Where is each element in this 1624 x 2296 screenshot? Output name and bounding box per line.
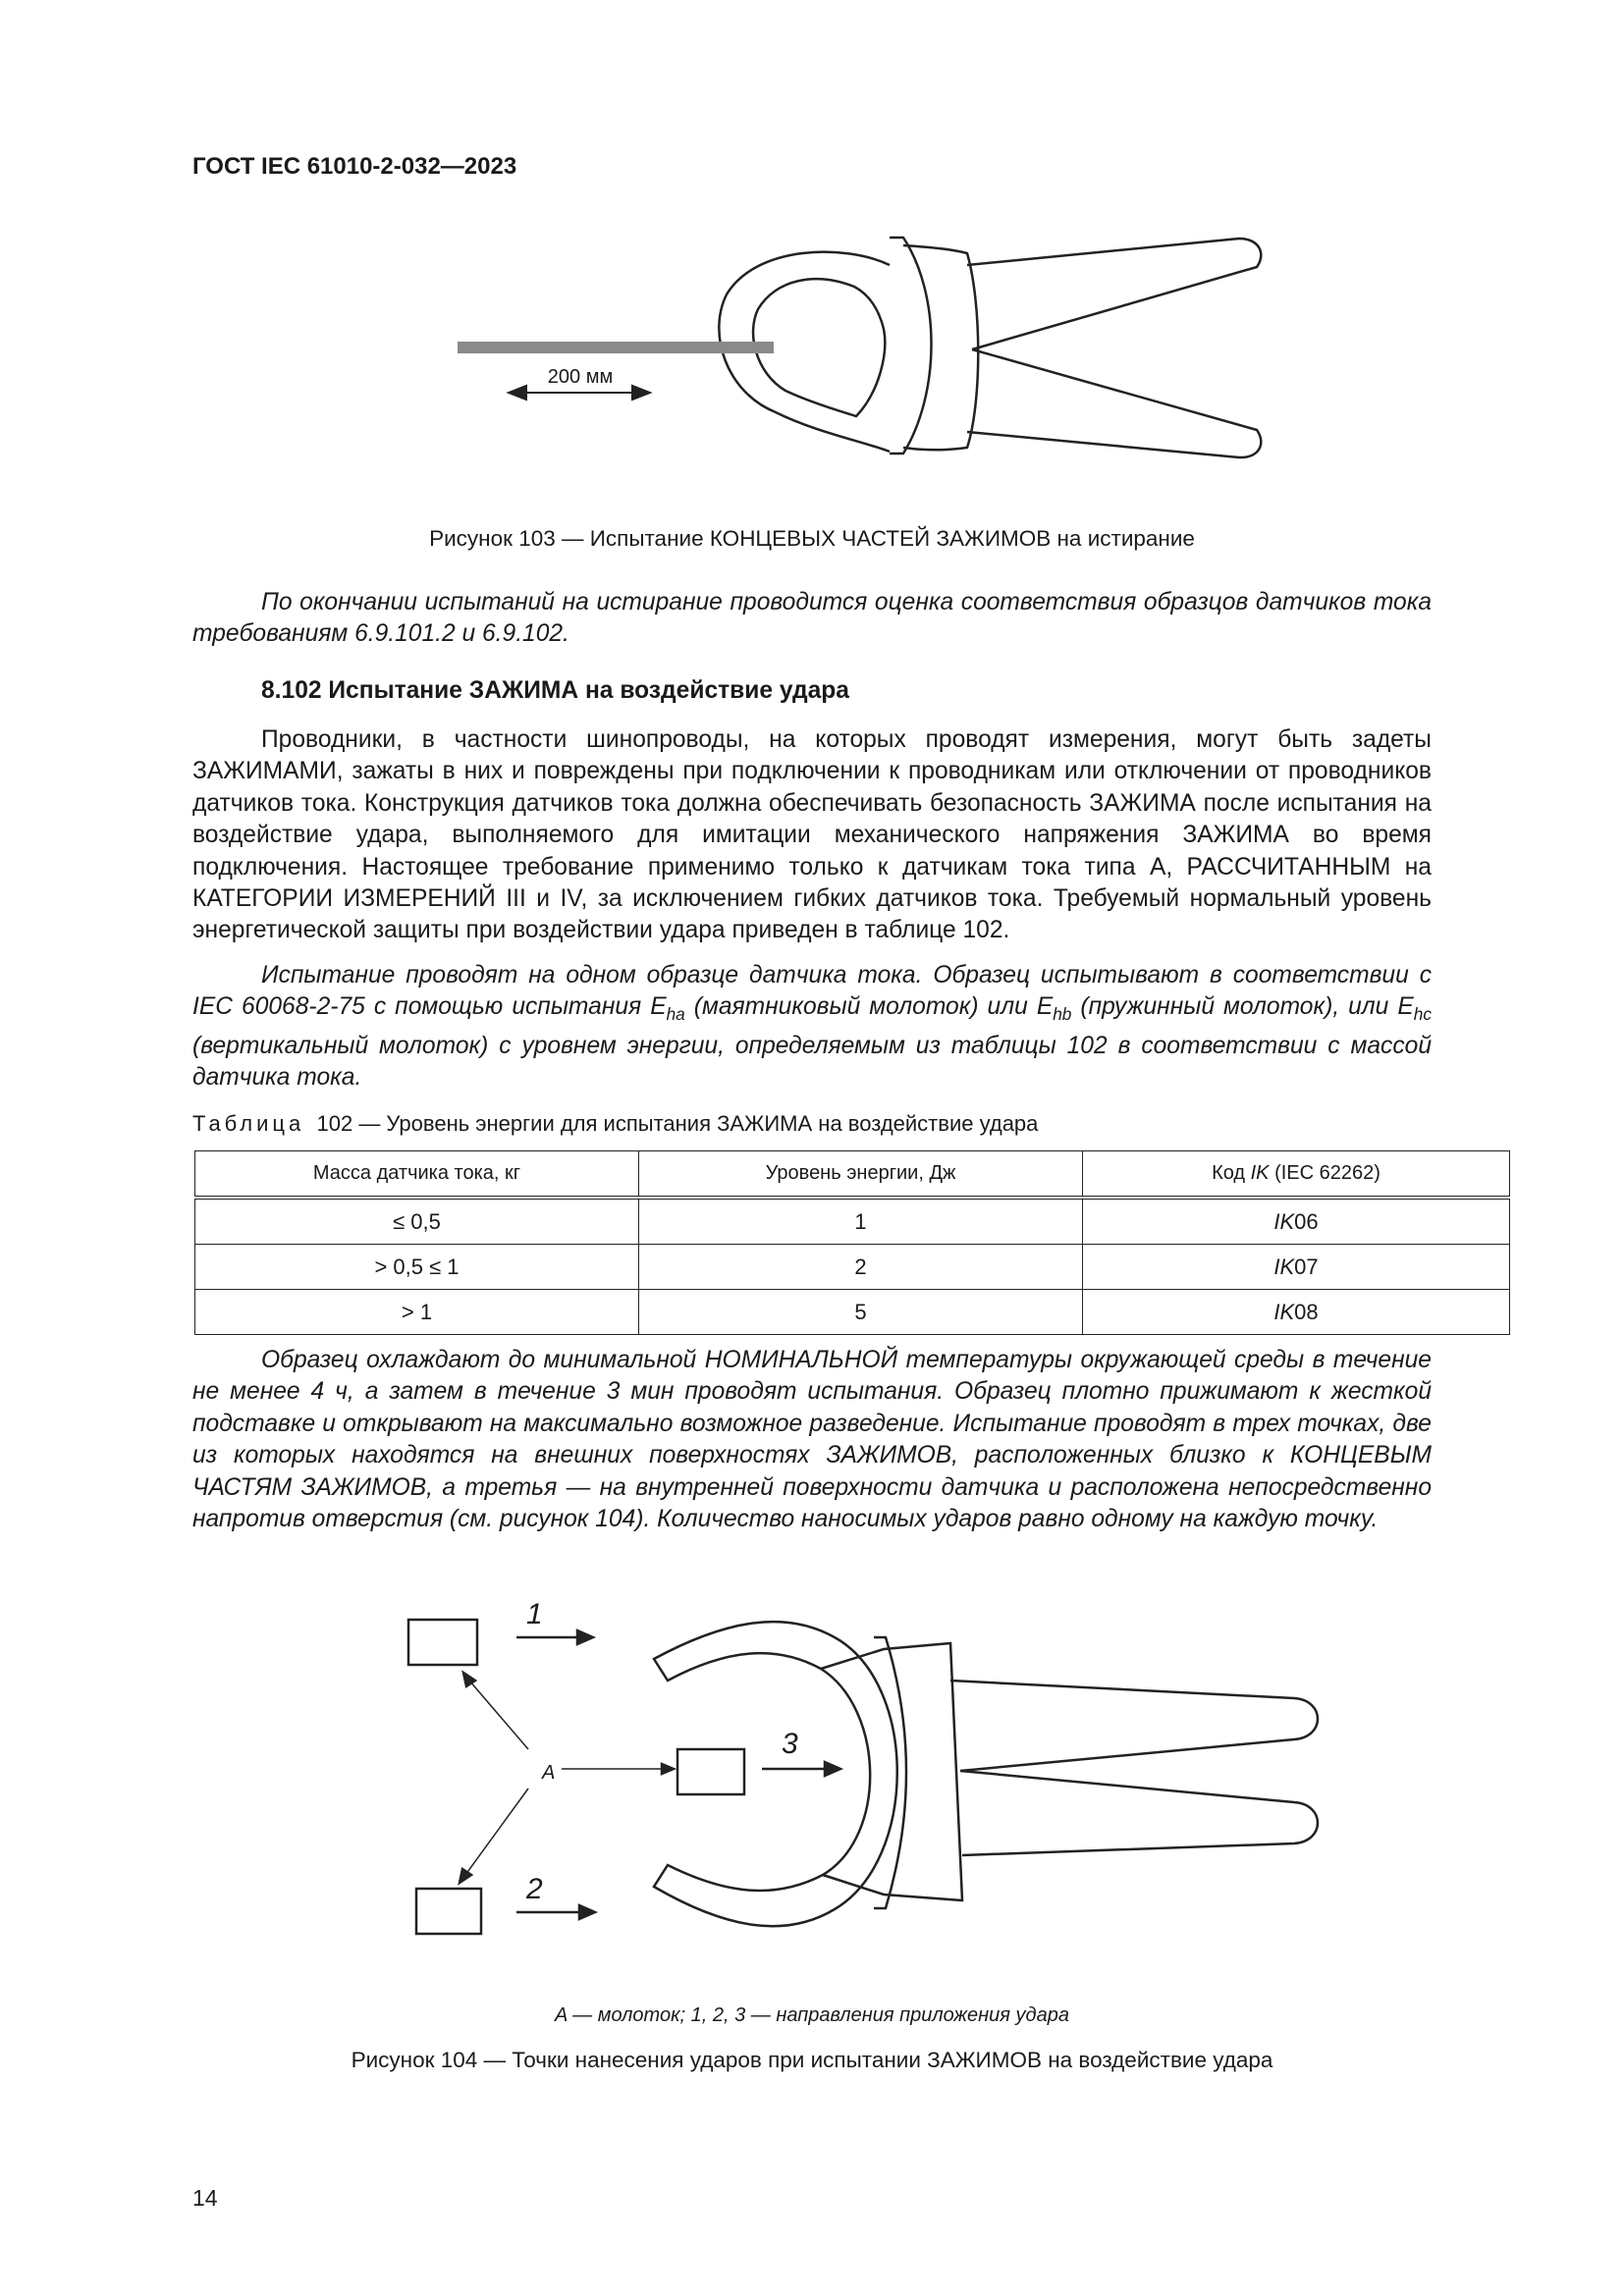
column-header-energy: Уровень энергии, Дж	[639, 1151, 1083, 1199]
figure-104-legend: A — молоток; 1, 2, 3 — направления приложения удара	[555, 2004, 1069, 2026]
column-header-ik-code: Код IK (IEC 62262)	[1083, 1151, 1510, 1199]
hammer-box-2	[416, 1889, 481, 1934]
page-number: 14	[192, 2185, 218, 2211]
label-direction-2: 2	[526, 1873, 543, 1905]
paragraph-abrasion-result: По окончании испытаний на истирание проводится оценка соответствия образцов датчиков тока требованиям 6.9.101.2 и 6.9.102.	[192, 589, 1432, 648]
paragraph-conductors: Проводники, в частности шинопроводы, на которых проводят измерения, могут быть задеты ЗАЖИМАМИ, зажаты в них и повреждены при подключении к проводникам или отключении от проводников датчиков тока. Конструкция датчиков тока должна обеспечивать безопасность ЗАЖИМА после испытания на воздействие удара, выполняемого для имитации механического напряжения ЗАЖИМА во время подключения. Настоящее требование применимо только к датчикам тока типа А, РАССЧИТАННЫМ на КАТЕГОРИИ ИЗМЕРЕНИЙ III и IV, за исключением гибких датчиков тока. Требуемый нормальный уровень энергетической защиты при воздействии удара приведен в таблице 102.	[192, 726, 1432, 944]
label-direction-3: 3	[782, 1728, 798, 1760]
cell-mass: ≤ 0,5	[195, 1198, 639, 1245]
table-row	[195, 1198, 1510, 1245]
dimension-label: 200 мм	[547, 366, 614, 388]
hammer-box-1	[408, 1620, 477, 1665]
cell-mass: > 0,5 ≤ 1	[195, 1245, 639, 1290]
figure-104-caption: Рисунок 104 — Точки нанесения ударов при испытании ЗАЖИМОВ на воздействие удара	[351, 2048, 1273, 2072]
table-102-caption: Таблица 102 — Уровень энергии для испытания ЗАЖИМА на воздействие удара	[192, 1111, 1039, 1136]
cell-ik-code: IK06	[1083, 1198, 1510, 1245]
cell-energy: 5	[639, 1290, 1083, 1335]
paragraph-test-method: Испытание проводят на одном образце датчика тока. Образец испытывают в соответствии с IEC 60068-2-75 с помощью испытания $E_{ha}$ (маятниковый молоток) или $E_{hb}$ (пружинный молоток), или $E_{hc}$ (вертикальный молоток) с уровнем энергии, определяемым из таблицы 102 в соответствии с массой датчика тока.	[192, 962, 1432, 1092]
table-102	[194, 1150, 1510, 1335]
cell-mass: > 1	[195, 1290, 639, 1335]
cell-ik-code: IK08	[1083, 1290, 1510, 1335]
label-hammer-a: A	[542, 1762, 556, 1784]
paragraph-cooling: Образец охлаждают до минимальной НОМИНАЛЬНОЙ температуры окружающей среды в течение не менее 4 ч, а затем в течение 3 мин проводят испытания. Образец плотно прижимают к жесткой подставке и открывают на максимально возможное разведение. Испытание проводят в трех точках, две из которых находятся на внешних поверхностях ЗАЖИМОВ, расположенных близко к КОНЦЕВЫМ ЧАСТЯМ ЗАЖИМОВ, а третья — на внутренней поверхности датчика и расположена непосредственно напротив отверстия (см. рисунок 104). Количество наносимых ударов равно одному на каждую точку.	[192, 1347, 1432, 1533]
cell-energy: 1	[639, 1198, 1083, 1245]
cell-energy: 2	[639, 1245, 1083, 1290]
table-row	[195, 1245, 1510, 1290]
label-direction-1: 1	[526, 1598, 543, 1630]
table-header-row	[195, 1151, 1510, 1199]
cell-ik-code: IK07	[1083, 1245, 1510, 1290]
figure-103-caption: Рисунок 103 — Испытание КОНЦЕВЫХ ЧАСТЕЙ ЗАЖИМОВ на истирание	[429, 526, 1195, 551]
section-heading: 8.102 Испытание ЗАЖИМА на воздействие удара	[261, 677, 849, 704]
document-header: ГОСТ IEC 61010-2-032—2023	[192, 153, 517, 180]
column-header-mass: Масса датчика тока, кг	[195, 1151, 639, 1199]
table-row	[195, 1290, 1510, 1335]
hammer-box-3	[677, 1749, 744, 1794]
figure-104-drawing	[0, 1571, 1624, 1963]
figure-103-drawing	[0, 216, 1624, 510]
